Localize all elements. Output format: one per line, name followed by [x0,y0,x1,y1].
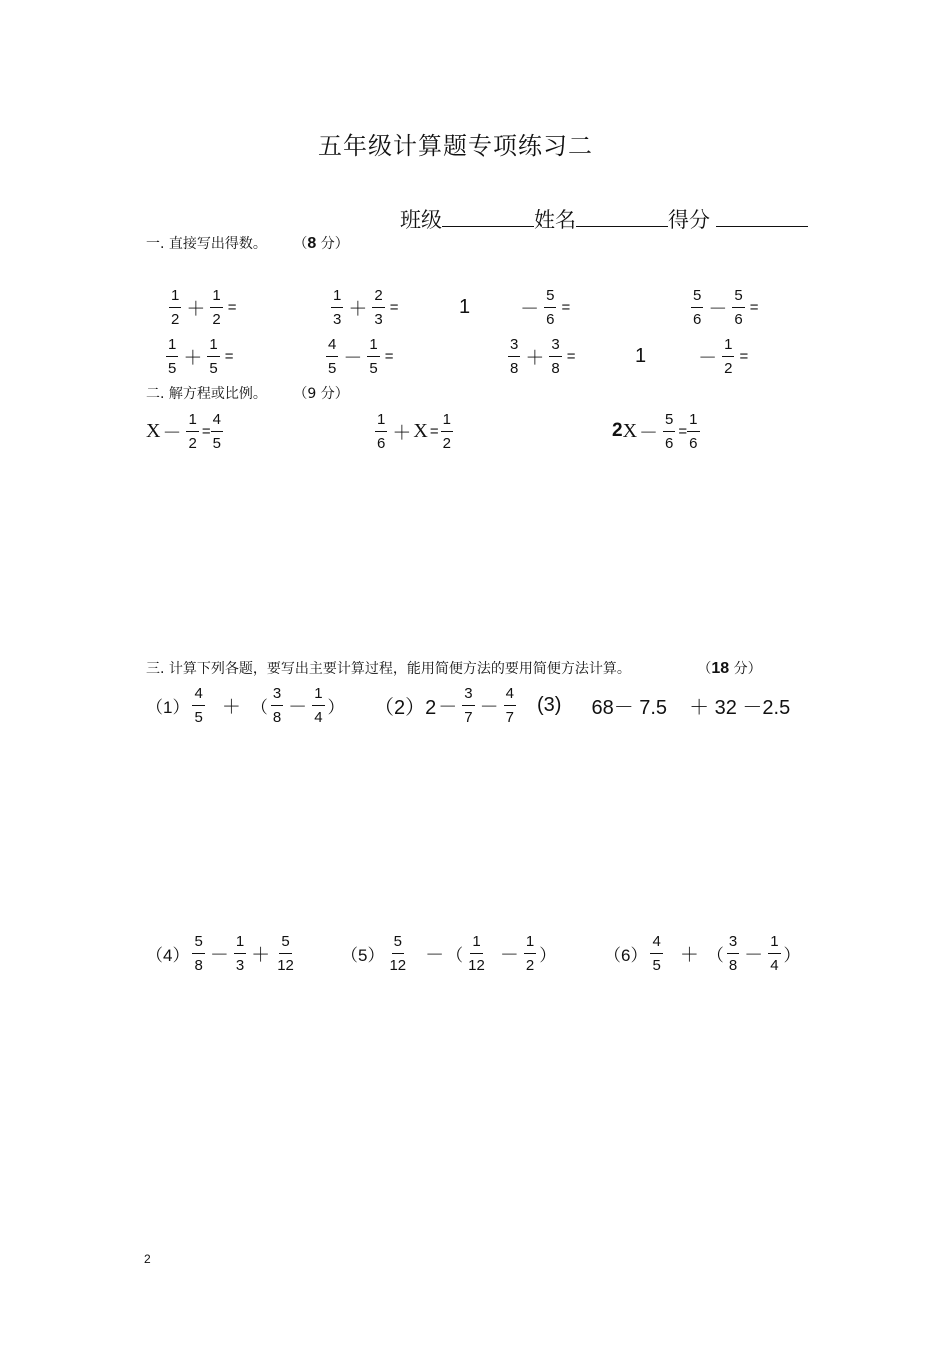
math-text: 分） [316,236,349,252]
equals-sign: = [566,347,576,365]
numerator: 5 [192,934,204,954]
equals-sign: = [224,347,234,365]
numerator: 1 [441,412,453,432]
denominator: 5 [369,359,378,377]
math-text: 分） [729,661,762,677]
denominator: 2 [212,310,221,328]
denominator: 8 [728,956,738,974]
numerator: 1 [169,288,181,308]
fraction [375,412,387,451]
numerator: 5 [392,934,404,954]
fraction [166,337,178,376]
fraction [372,288,384,327]
numerator: 1 [331,288,343,308]
numerator: 1 [524,934,536,954]
denominator: 5 [652,956,661,974]
equals-sign: = [429,422,439,440]
denominator: 6 [693,310,702,328]
denominator: 5 [168,359,177,377]
equals-sign: = [227,298,237,316]
student-info-row [400,204,808,234]
math-text: （2）2 [374,696,437,719]
section-2-heading [146,383,349,403]
denominator: 8 [510,359,519,377]
section-1-label: 一. 直接写出得数。 [146,236,267,252]
s3-problem-6 [604,930,801,976]
denominator: 3 [333,310,342,328]
numerator: 5 [663,412,675,432]
denominator: 2 [188,434,197,452]
numerator: 4 [211,412,223,432]
denominator: 6 [377,434,386,452]
denominator: 8 [272,708,282,726]
numerator: 1 [186,412,198,432]
numerator: 3 [549,337,561,357]
operator: － [639,421,659,444]
operator: ＋ [525,346,545,369]
denominator: 2 [171,310,180,328]
math-text: 2 [612,420,623,441]
fraction [331,288,343,327]
operator: ＋ [183,346,203,369]
operator: － [520,297,540,320]
section-2-label: 二. 解方程或比例。 [146,386,267,402]
fraction [650,934,662,973]
s2-equation-2 [372,408,456,454]
s3-problem-3 [537,682,790,728]
operator: ＋ [251,943,271,966]
math-text: （ [250,697,268,717]
math-text: 1 [635,344,647,367]
section-3-label: 三. 计算下列各题，要写出主要计算过程，能用简便方法的要用简便方法计算。 [146,661,631,677]
numerator: 1 [234,934,246,954]
name-blank[interactable] [576,206,668,227]
denominator: 5 [328,359,337,377]
operator: ＋ [348,297,368,320]
math-text: ） [783,945,801,965]
math-text: ） [539,945,557,965]
fraction [275,934,296,973]
numerator: 4 [326,337,338,357]
numerator: 4 [650,934,662,954]
variable-x: X [413,419,428,442]
denominator: 3 [235,956,245,974]
fraction [687,412,699,451]
numerator: 1 [367,337,379,357]
denominator: 4 [770,956,779,974]
operator: － [425,943,445,966]
numerator: 4 [504,686,516,706]
fraction [211,412,223,451]
math-text: （4） [146,945,190,965]
equals-sign: = [384,347,394,365]
s3-problem-5 [341,930,556,976]
fraction [524,934,536,973]
class-label: 班级 [400,208,442,232]
operator: ＋ [679,943,699,966]
operator: － [708,297,728,320]
s1-q6 [323,333,395,379]
denominator: 5 [212,434,221,452]
section-3-score: 18 [711,660,730,677]
fraction [210,288,222,327]
operator: ＋ [392,421,412,444]
operator: － [288,695,308,718]
denominator: 3 [374,310,383,328]
page-number: 2 [144,1252,151,1266]
math-text: （6） [604,945,648,965]
equals-sign: = [739,347,749,365]
fraction [768,934,780,973]
fraction [462,686,474,725]
operator: － [744,943,764,966]
math-text: （ [706,945,724,965]
class-blank[interactable] [442,206,534,227]
fraction [312,686,324,725]
s1-q4 [688,284,760,330]
numerator: 1 [375,412,387,432]
fraction [504,686,516,725]
denominator: 2 [525,956,535,974]
equals-sign: = [201,422,211,440]
page-title: 五年级计算题专项练习二 [318,132,593,160]
fraction [387,934,408,973]
numerator: 4 [192,686,204,706]
denominator: 12 [389,956,407,974]
s1-q3 [459,284,572,330]
fraction [549,337,561,376]
math-text: ） [327,697,345,717]
numerator: 3 [271,686,283,706]
operator: ＋ [221,695,241,718]
math-text: （ [293,236,308,252]
equals-sign: = [678,422,688,440]
s1-q1 [166,284,238,330]
fraction [544,288,556,327]
denominator: 6 [546,310,555,328]
operator: － [698,346,718,369]
fraction [691,288,703,327]
math-text: （1） [146,697,190,717]
numerator: 1 [207,337,219,357]
denominator: 6 [689,434,698,452]
numerator: 1 [470,934,482,954]
fraction [727,934,739,973]
denominator: 6 [734,310,743,328]
numerator: 3 [462,686,474,706]
fraction [326,337,338,376]
numerator: 1 [210,288,222,308]
fraction [732,288,744,327]
section-2-score: （9 分） [293,386,349,402]
numerator: 5 [691,288,703,308]
numerator: 5 [544,288,556,308]
numerator: 2 [372,288,384,308]
fraction [367,337,379,376]
operator: － [479,695,499,718]
numerator: 1 [312,686,324,706]
numerator: 1 [768,934,780,954]
denominator: 12 [277,956,294,974]
s2-equation-3 [612,408,703,454]
s1-q8 [635,333,750,379]
denominator: 8 [194,956,203,974]
s1-q7 [505,333,577,379]
fraction [663,412,675,451]
math-text: 68－ 7.5 [591,696,668,719]
math-text: 1 [459,295,471,318]
equals-sign: = [561,298,571,316]
s3-problem-4 [146,930,299,976]
operator: ＋ [186,297,206,320]
math-text: （ [446,945,464,965]
fraction [508,337,520,376]
operator: － [438,695,458,718]
variable-x: X [622,419,638,442]
fraction [722,337,734,376]
fraction [234,934,246,973]
name-label: 姓名 [534,208,576,232]
denominator: 5 [209,359,218,377]
fraction [192,686,204,725]
denominator: 2 [724,359,733,377]
section-1-score: 8 [307,235,317,252]
fraction [271,686,283,725]
fraction [169,288,181,327]
numerator: 1 [166,337,178,357]
math-text: （5） [341,945,385,965]
operator: － [499,943,519,966]
denominator: 2 [442,434,451,452]
numerator: 3 [727,934,739,954]
fraction [466,934,487,973]
s1-q2 [328,284,400,330]
equals-sign: = [749,298,759,316]
numerator: 3 [508,337,520,357]
fraction [192,934,204,973]
score-blank[interactable] [716,206,808,227]
s3-problem-2 [374,682,519,728]
operator: － [209,943,229,966]
s3-problem-1 [146,682,345,728]
score-label: 得分 [668,208,710,232]
math-text: （ [697,661,712,677]
math-text: (3) [537,693,562,716]
section-1-heading [146,233,349,253]
numerator: 5 [732,288,744,308]
operator: － [343,346,363,369]
s2-equation-1 [146,408,226,454]
denominator: 7 [464,708,473,726]
section-3-heading [146,658,762,678]
denominator: 8 [551,359,560,377]
fraction [186,412,198,451]
s1-q5 [163,333,235,379]
math-text: ＋ 32 －2.5 [689,696,791,719]
denominator: 7 [505,708,514,726]
numerator: 1 [722,337,734,357]
numerator: 1 [687,412,699,432]
denominator: 6 [665,434,674,452]
numerator: 5 [279,934,291,954]
denominator: 4 [314,708,323,726]
denominator: 12 [468,956,485,974]
operator: － [162,421,182,444]
variable-x: X [146,419,161,442]
equals-sign: = [389,298,399,316]
fraction [207,337,219,376]
fraction [441,412,453,451]
denominator: 5 [194,708,203,726]
